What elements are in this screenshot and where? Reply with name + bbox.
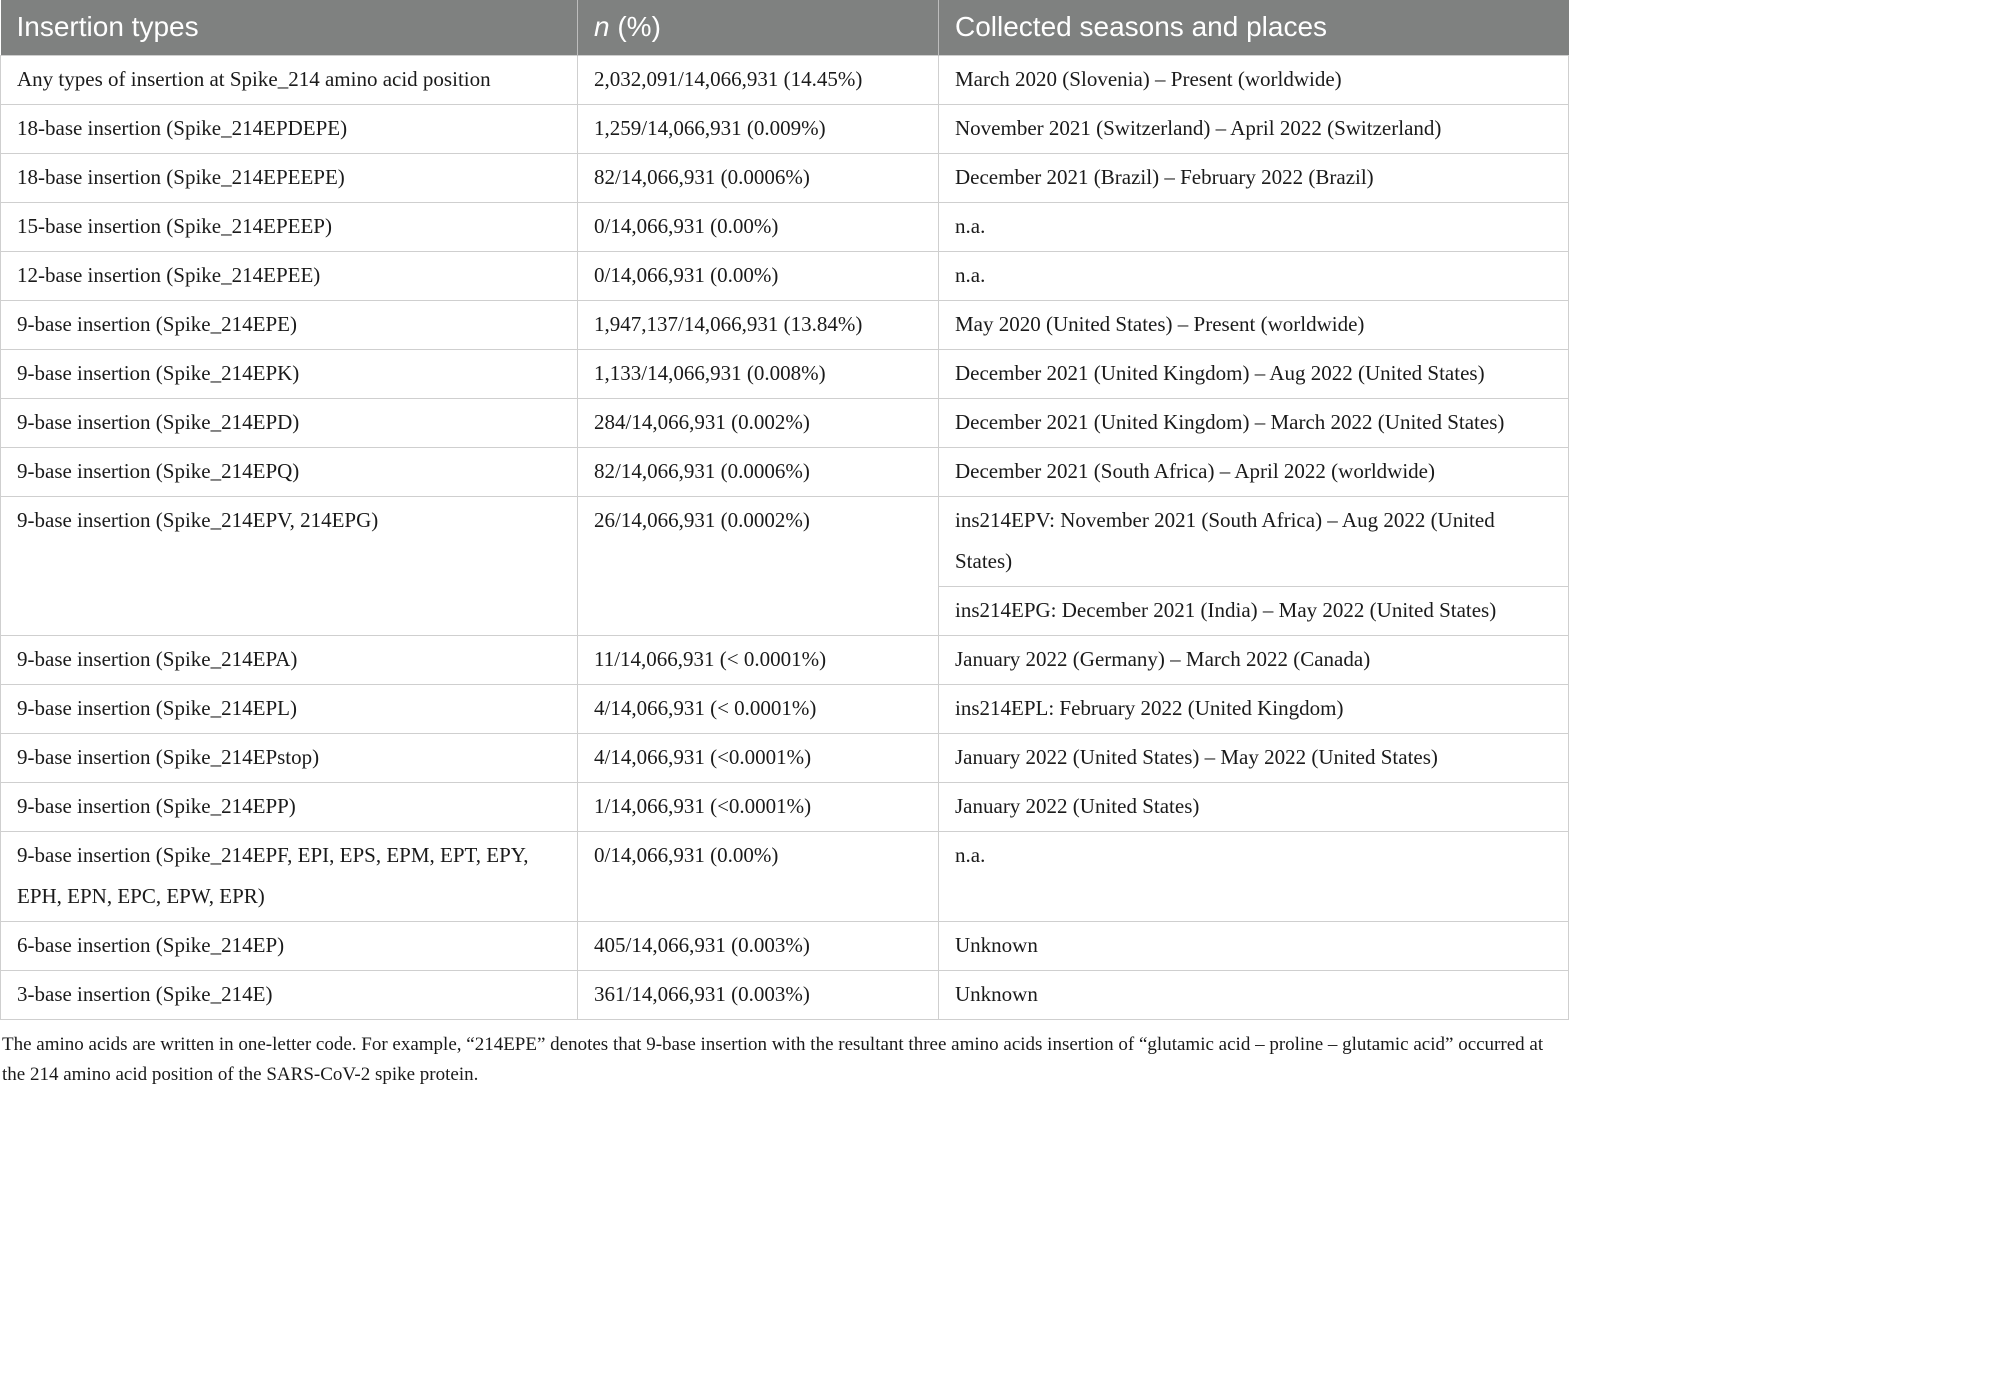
cell-insertion-type: 9-base insertion (Spike_214EPstop) [1,733,578,782]
cell-n: 2,032,091/14,066,931 (14.45%) [578,55,939,104]
cell-seasons: December 2021 (United Kingdom) – Aug 2022 (United States) [939,349,1569,398]
cell-insertion-type: 6-base insertion (Spike_214EP) [1,921,578,970]
table-row [1,251,1569,300]
cell-seasons: December 2021 (South Africa) – April 2022 (worldwide) [939,447,1569,496]
header-collected-seasons: Collected seasons and places [939,0,1569,55]
cell-seasons: December 2021 (United Kingdom) – March 2022 (United States) [939,398,1569,447]
cell-insertion-type: 3-base insertion (Spike_214E) [1,970,578,1019]
cell-insertion-type: 18-base insertion (Spike_214EPDEPE) [1,104,578,153]
table-footnote: The amino acids are written in one-letter code. For example, “214EPE” denotes that 9-base insertion with the resultant three amino acids insertion of “glutamic acid – proline – glutamic acid” occurred at the 214 amino acid position of the SARS-CoV-2 spike protein. [2,1033,1544,1085]
table-header [1,0,1569,55]
cell-seasons: ins214EPL: February 2022 (United Kingdom) [939,684,1569,733]
cell-n: 361/14,066,931 (0.003%) [578,970,939,1019]
cell-n: 26/14,066,931 (0.0002%) [578,496,939,635]
table-body [1,55,1569,1019]
cell-insertion-type: 9-base insertion (Spike_214EPP) [1,782,578,831]
cell-seasons: n.a. [939,202,1569,251]
cell-seasons: December 2021 (Brazil) – February 2022 (Brazil) [939,153,1569,202]
cell-n: 11/14,066,931 (< 0.0001%) [578,635,939,684]
table-row [1,970,1569,1019]
cell-n: 1,133/14,066,931 (0.008%) [578,349,939,398]
table-row [1,398,1569,447]
cell-insertion-type: Any types of insertion at Spike_214 amino acid position [1,55,578,104]
table-row [1,831,1569,921]
cell-insertion-type: 9-base insertion (Spike_214EPK) [1,349,578,398]
cell-seasons: January 2022 (United States) [939,782,1569,831]
table-row [1,153,1569,202]
cell-insertion-type: 9-base insertion (Spike_214EPE) [1,300,578,349]
cell-n: 1,947,137/14,066,931 (13.84%) [578,300,939,349]
cell-seasons: Unknown [939,970,1569,1019]
cell-seasons: March 2020 (Slovenia) – Present (worldwide) [939,55,1569,104]
cell-n: 82/14,066,931 (0.0006%) [578,153,939,202]
table-row [1,496,1569,586]
cell-insertion-type: 12-base insertion (Spike_214EPEE) [1,251,578,300]
cell-insertion-type: 15-base insertion (Spike_214EPEEP) [1,202,578,251]
table-row [1,921,1569,970]
table-row [1,349,1569,398]
cell-insertion-type: 18-base insertion (Spike_214EPEEPE) [1,153,578,202]
table-row [1,300,1569,349]
cell-insertion-type: 9-base insertion (Spike_214EPL) [1,684,578,733]
cell-seasons: May 2020 (United States) – Present (worldwide) [939,300,1569,349]
cell-n: 4/14,066,931 (< 0.0001%) [578,684,939,733]
cell-insertion-type: 9-base insertion (Spike_214EPA) [1,635,578,684]
cell-seasons: ins214EPV: November 2021 (South Africa) – Aug 2022 (United States) [939,496,1569,586]
cell-n: 0/14,066,931 (0.00%) [578,202,939,251]
cell-seasons: ins214EPG: December 2021 (India) – May 2022 (United States) [939,586,1569,635]
cell-seasons: Unknown [939,921,1569,970]
table-row [1,104,1569,153]
cell-insertion-type: 9-base insertion (Spike_214EPF, EPI, EPS, EPM, EPT, EPY, EPH, EPN, EPC, EPW, EPR) [1,831,578,921]
cell-n: 4/14,066,931 (<0.0001%) [578,733,939,782]
table-row [1,782,1569,831]
table-row [1,684,1569,733]
cell-seasons: November 2021 (Switzerland) – April 2022 (Switzerland) [939,104,1569,153]
cell-seasons: January 2022 (Germany) – March 2022 (Canada) [939,635,1569,684]
cell-n: 405/14,066,931 (0.003%) [578,921,939,970]
header-n-italic: n [594,11,610,43]
cell-insertion-type: 9-base insertion (Spike_214EPQ) [1,447,578,496]
header-row [1,0,1569,55]
table-row [1,635,1569,684]
cell-n: 284/14,066,931 (0.002%) [578,398,939,447]
cell-n: 0/14,066,931 (0.00%) [578,831,939,921]
cell-n: 1/14,066,931 (<0.0001%) [578,782,939,831]
cell-insertion-type: 9-base insertion (Spike_214EPD) [1,398,578,447]
table-row [1,447,1569,496]
header-insertion-types: Insertion types [1,0,578,55]
cell-n: 82/14,066,931 (0.0006%) [578,447,939,496]
table-row [1,55,1569,104]
header-percent: (%) [609,11,661,43]
cell-seasons: January 2022 (United States) – May 2022 (United States) [939,733,1569,782]
cell-n: 0/14,066,931 (0.00%) [578,251,939,300]
cell-seasons: n.a. [939,831,1569,921]
table-row [1,202,1569,251]
cell-seasons: n.a. [939,251,1569,300]
header-n-percent [578,0,939,55]
cell-insertion-type: 9-base insertion (Spike_214EPV, 214EPG) [1,496,578,635]
table-row [1,733,1569,782]
cell-n: 1,259/14,066,931 (0.009%) [578,104,939,153]
